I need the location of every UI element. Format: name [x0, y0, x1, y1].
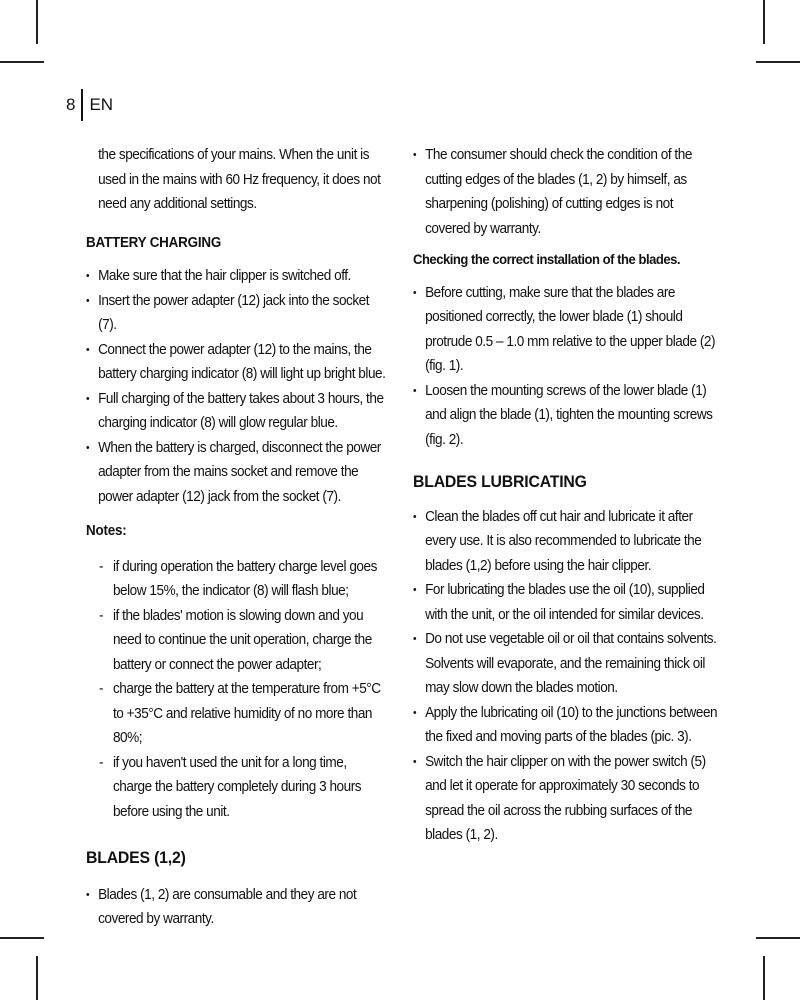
warranty-list [413, 143, 720, 241]
language-code: EN [89, 95, 114, 114]
blades-list [86, 883, 388, 932]
list-item: • When the battery is charged, disconnect the power adapter from the mains socket and remove the power adapter (12) jack from the socket (7). [86, 436, 388, 510]
crop-mark [756, 937, 800, 939]
list-item: - charge the battery at the temperature from +5°C to +35°C and relative humidity of no more than 80%; [99, 677, 388, 751]
list-item: • Insert the power adapter (12) jack into the socket (7). [86, 289, 388, 338]
blades-heading: BLADES (1,2) [86, 848, 186, 867]
list-item: • Clean the blades off cut hair and lubricate it after every use. It is also recommended to lubricate the blades (1,2) before using the hair clipper. [413, 505, 720, 579]
page-number: 8 [66, 95, 76, 114]
list-item: • For lubricating the blades use the oil (10), supplied with the unit, or the oil intended for similar devices. [413, 578, 720, 627]
list-item: - if you haven't used the unit for a long time, charge the battery completely during 3 hours before using the unit. [99, 751, 388, 825]
crop-mark [0, 61, 44, 63]
list-item: • Switch the hair clipper on with the power switch (5) and let it operate for approximately 30 seconds to spread the oil across the rubbing surfaces of the blades (1, 2). [413, 750, 720, 848]
crop-mark [36, 0, 38, 44]
header-divider [81, 89, 83, 121]
installation-list [413, 281, 720, 453]
crop-mark [0, 937, 44, 939]
crop-mark [756, 61, 800, 63]
lubricating-list [413, 505, 720, 848]
blades-lubricating-heading: BLADES LUBRICATING [413, 472, 587, 491]
crop-mark [763, 0, 765, 44]
list-item: • The consumer should check the condition of the cutting edges of the blades (1, 2) by himself, as sharpening (polishing) of cutting edges is not covered by warranty. [413, 143, 720, 241]
installation-check-heading: Checking the correct installation of the blades. [413, 251, 681, 267]
right-column [413, 143, 720, 848]
list-item: - if during operation the battery charge level goes below 15%, the indicator (8) will flash blue; [99, 555, 388, 604]
crop-mark [763, 956, 765, 1000]
battery-charging-heading: BATTERY CHARGING [86, 234, 222, 251]
list-item: • Blades (1, 2) are consumable and they are not covered by warranty. [86, 883, 388, 932]
list-item: - if the blades' motion is slowing down and you need to continue the unit operation, charge the battery or connect the power adapter; [99, 604, 388, 678]
list-item: • Connect the power adapter (12) to the mains, the battery charging indicator (8) will light up bright blue. [86, 338, 388, 387]
left-column [86, 143, 388, 932]
list-item: • Before cutting, make sure that the blades are positioned correctly, the lower blade (1) should protrude 0.5 – 1.0 mm relative to the upper blade (2) (fig. 1). [413, 281, 720, 379]
intro-paragraph: the specifications of your mains. When the unit is used in the mains with 60 Hz frequency, it does not need any additional settings. [98, 147, 381, 212]
battery-charging-list [86, 264, 388, 509]
list-item: • Make sure that the hair clipper is switched off. [86, 264, 388, 289]
list-item: • Full charging of the battery takes about 3 hours, the charging indicator (8) will glow regular blue. [86, 387, 388, 436]
list-item: • Do not use vegetable oil or oil that contains solvents. Solvents will evaporate, and the remaining thick oil may slow down the blades motion. [413, 627, 720, 701]
notes-list [86, 555, 388, 825]
list-item: • Apply the lubricating oil (10) to the junctions between the fixed and moving parts of the blades (pic. 3). [413, 701, 720, 750]
notes-heading: Notes: [86, 523, 127, 539]
crop-mark [36, 956, 38, 1000]
page-header [66, 88, 113, 122]
list-item: • Loosen the mounting screws of the lower blade (1) and align the blade (1), tighten the mounting screws (fig. 2). [413, 379, 720, 453]
